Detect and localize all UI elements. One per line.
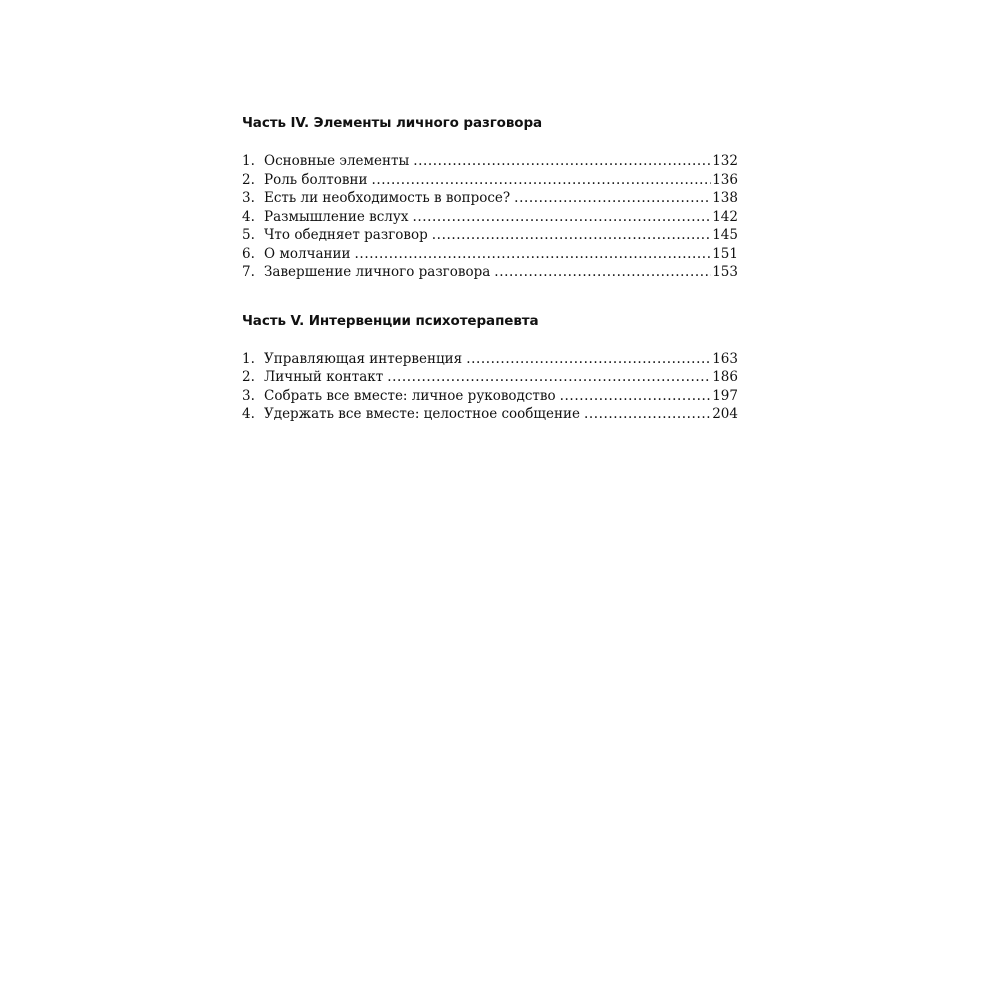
entry-page: 136 <box>712 171 738 188</box>
entry-page: 145 <box>712 227 738 243</box>
toc-entry <box>242 226 738 245</box>
section-heading: Часть IV. Элементы личного разговора <box>242 115 543 131</box>
entry-number: 3. <box>242 190 255 206</box>
toc-entry <box>242 152 738 171</box>
toc-entry <box>242 208 738 227</box>
table-of-contents <box>242 112 738 424</box>
toc-entry <box>242 350 738 369</box>
entry-page: 163 <box>712 350 738 367</box>
toc-section-part-5 <box>242 310 738 424</box>
entry-number: 5. <box>242 227 255 243</box>
entry-page: 186 <box>712 369 738 385</box>
dot-leader <box>355 245 712 264</box>
toc-entry <box>242 189 738 208</box>
entry-title: Основные элементы <box>264 153 410 169</box>
dot-leader <box>494 263 711 282</box>
entry-number: 6. <box>242 245 255 262</box>
entry-title: Управляющая интервенция <box>264 350 463 367</box>
entry-number: 7. <box>242 264 255 280</box>
entry-title: Что обедняет разговор <box>264 227 428 243</box>
dot-leader <box>371 171 711 190</box>
entry-number: 1. <box>242 350 255 367</box>
toc-entry <box>242 245 738 264</box>
entry-page: 142 <box>712 208 738 225</box>
toc-entry <box>242 405 738 424</box>
toc-section-part-4 <box>242 112 738 282</box>
dot-leader <box>413 152 711 171</box>
entry-number: 3. <box>242 387 255 404</box>
entry-title: Личный контакт <box>264 369 384 385</box>
entry-title: Собрать все вместе: личное руководство <box>264 387 556 404</box>
section-heading: Часть V. Интервенции психотерапевта <box>242 312 539 329</box>
toc-entry <box>242 263 738 282</box>
dot-leader <box>432 226 711 245</box>
entry-number: 1. <box>242 153 255 169</box>
toc-entry <box>242 387 738 406</box>
entry-page: 153 <box>712 264 738 280</box>
toc-entry <box>242 171 738 190</box>
dot-leader <box>412 208 711 227</box>
dot-leader <box>466 350 711 369</box>
entry-list <box>242 152 738 282</box>
entry-title: Завершение личного разговора <box>264 264 491 280</box>
entry-title: О молчании <box>264 245 351 262</box>
entry-page: 197 <box>712 387 738 404</box>
toc-entry <box>242 368 738 387</box>
dot-leader <box>560 387 712 406</box>
entry-number: 4. <box>242 208 255 225</box>
entry-page: 138 <box>712 190 738 206</box>
entry-number: 4. <box>242 406 255 422</box>
entry-title: Есть ли необходимость в вопросе? <box>264 190 511 206</box>
dot-leader <box>584 405 711 424</box>
entry-number: 2. <box>242 369 255 385</box>
entry-title: Размышление вслух <box>264 208 409 225</box>
dot-leader <box>387 368 711 387</box>
entry-title: Удержать все вместе: целостное сообщение <box>264 406 580 422</box>
entry-page: 132 <box>712 153 738 169</box>
dot-leader <box>514 189 711 208</box>
entry-title: Роль болтовни <box>264 171 368 188</box>
entry-page: 204 <box>712 406 738 422</box>
entry-page: 151 <box>712 245 738 262</box>
entry-number: 2. <box>242 171 255 188</box>
entry-list <box>242 350 738 424</box>
